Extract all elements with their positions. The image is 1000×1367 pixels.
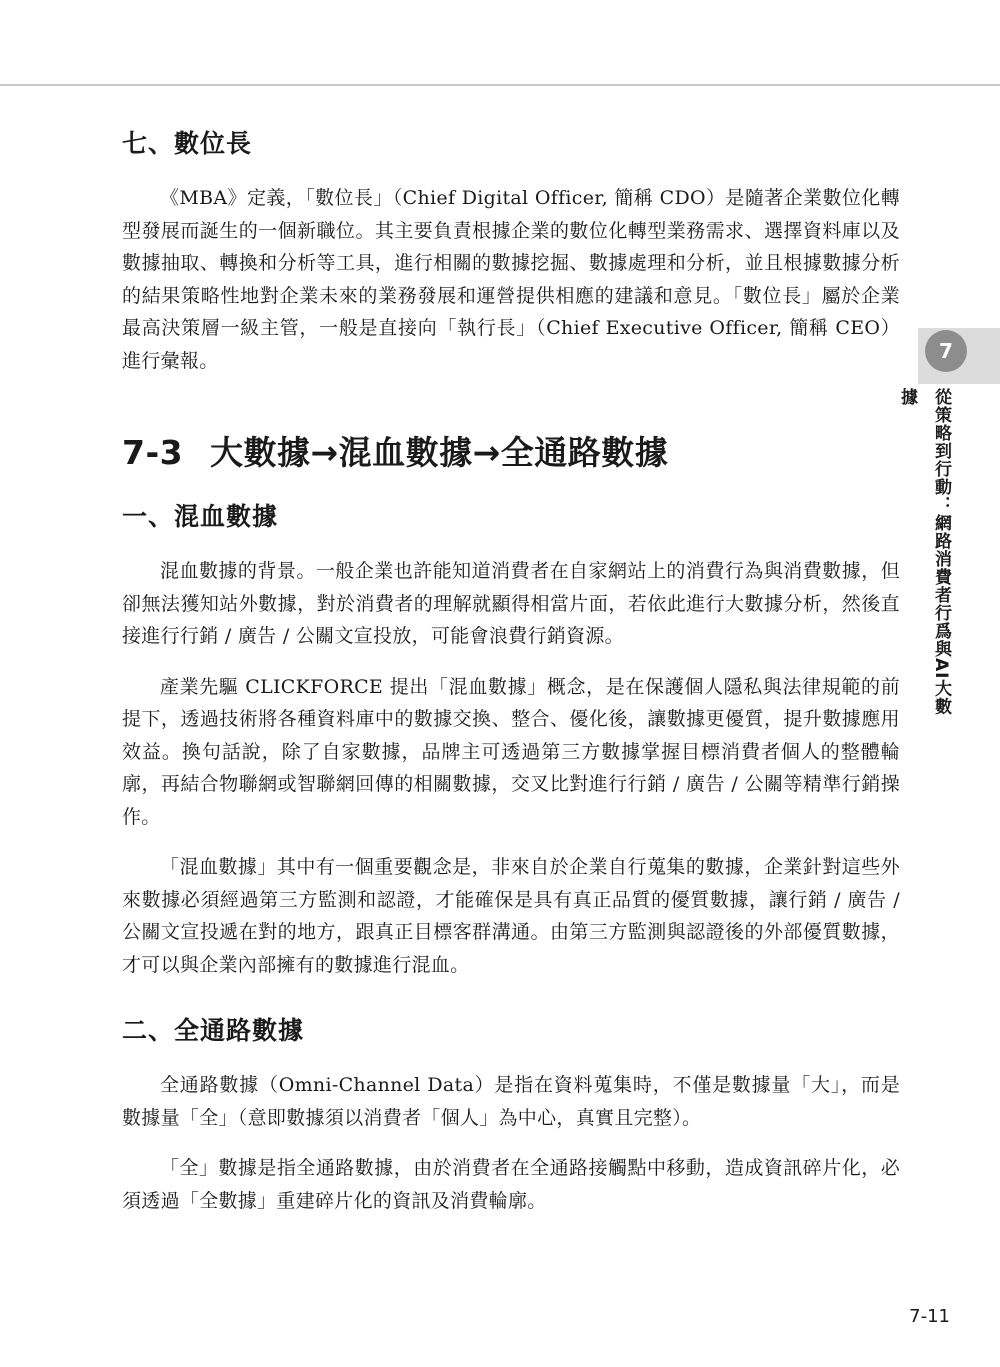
heading-hybrid-data: 一、混血數據 [122, 502, 279, 531]
section-heading-7-3 [122, 431, 900, 475]
chapter-title-vertical: 從策略到行動：網路消費者行爲與AI大數據 [897, 388, 951, 716]
section-number: 7-3 [122, 433, 184, 472]
header-rule [0, 84, 1000, 86]
page-body [122, 128, 900, 1235]
heading-omni-channel: 二、全通路數據 [122, 1016, 305, 1045]
page-number: 7-11 [909, 1306, 950, 1327]
chapter-number-badge: 7 [925, 330, 967, 372]
paragraph-hybrid-1: 混血數據的背景。一般企業也許能知道消費者在自家網站上的消費行為與消費數據，但卻無法獲知站外數據，對於消費者的理解就顯得相當片面，若依此進行大數據分析，然後直接進行行銷 / 廣告 / 公關文宣投放，可能會浪費行銷資源。 [122, 560, 900, 647]
heading-cdo: 七、數位長 [122, 129, 253, 158]
section-title: 大數據→混血數據→全通路數據 [210, 433, 669, 472]
paragraph-hybrid-3: 「混血數據」其中有一個重要觀念是，非來自於企業自行蒐集的數據，企業針對這些外來數據必須經過第三方監測和認證，才能確保是具有真正品質的優質數據，讓行銷 / 廣告 / 公關文宣投遞在對的地方，跟真正目標客群溝通。由第三方監測與認證後的外部優質數據，才可以與企業內部擁有的數據進行混血。 [122, 856, 900, 976]
paragraph-omni-1: 全通路數據（Omni-Channel Data）是指在資料蒐集時，不僅是數據量「大」，而是數據量「全」（意即數據須以消費者「個人」為中心，真實且完整）。 [122, 1074, 900, 1129]
paragraph-hybrid-2: 產業先驅 CLICKFORCE 提出「混血數據」概念，是在保護個人隱私與法律規範的前提下，透過技術將各種資料庫中的數據交換、整合、優化後，讓數據更優質，提升數據應用效益。換句話說，除了自家數據，品牌主可透過第三方數據掌握目標消費者個人的整體輪廓，再結合物聯網或智聯網回傳的相關數據，交叉比對進行行銷 / 廣告 / 公關等精準行銷操作。 [122, 675, 900, 828]
paragraph-cdo: 《MBA》定義，「數位長」（Chief Digital Officer, 簡稱 CDO）是隨著企業數位化轉型發展而誕生的一個新職位。其主要負責根據企業的數位化轉型業務需求、選擇資料庫以及數據抽取、轉換和分析等工具，進行相關的數據挖掘、數據處理和分析，並且根據數據分析的結果策略性地對企業未來的業務發展和運營提供相應的建議和意見。「數位長」屬於企業最高決策層一級主管，一般是直接向「執行長」（Chief Executive Officer, 簡稱 CEO）進行彙報。 [122, 187, 900, 372]
paragraph-omni-2: 「全」數據是指全通路數據，由於消費者在全通路接觸點中移動，造成資訊碎片化，必須透過「全數據」重建碎片化的資訊及消費輪廓。 [122, 1157, 900, 1212]
